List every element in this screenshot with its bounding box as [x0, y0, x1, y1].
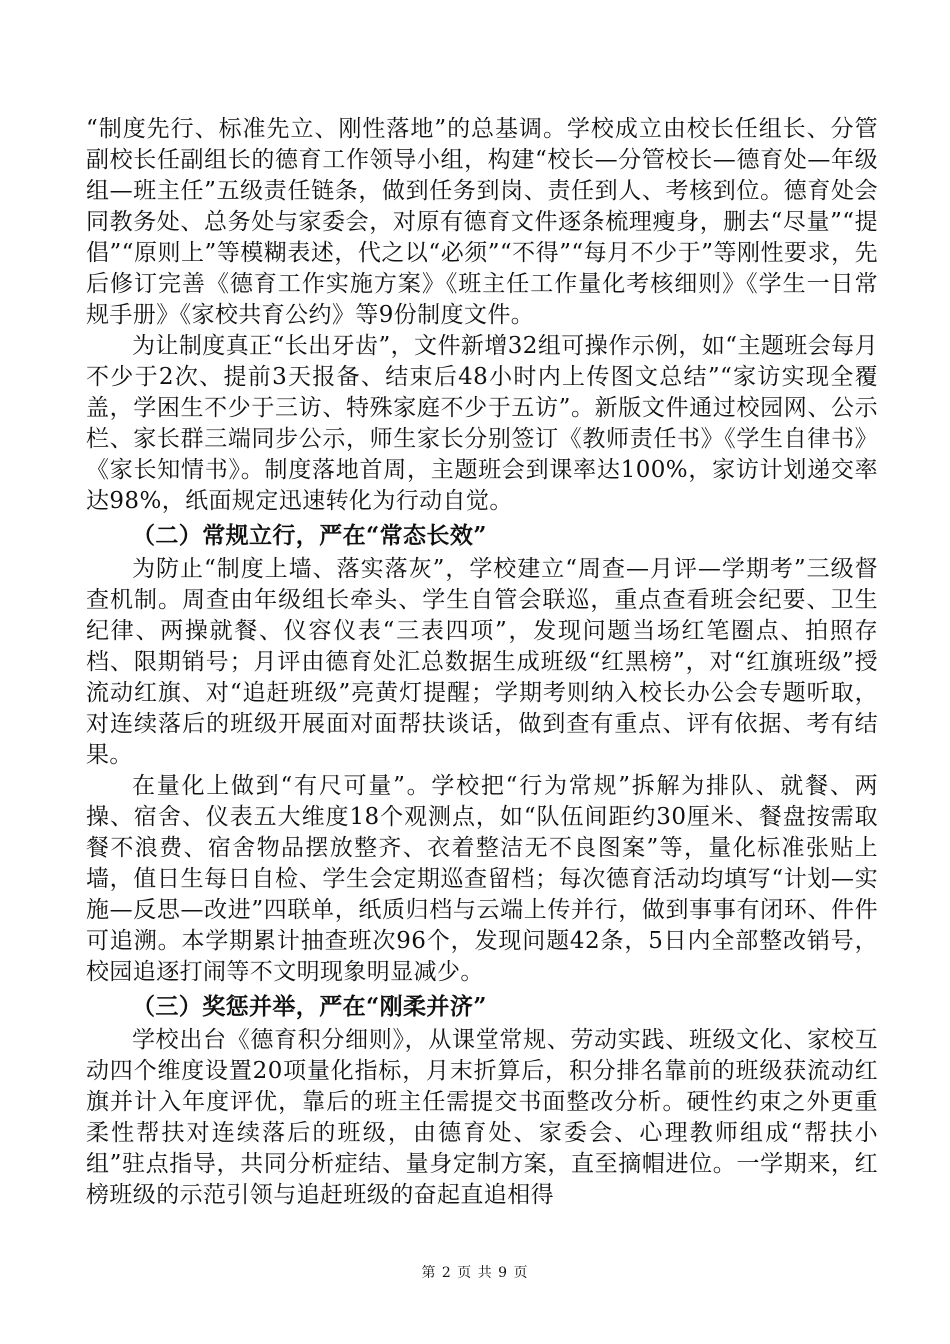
- paragraph-4: 在量化上做到“有尺可量”。学校把“行为常规”拆解为排队、就餐、两操、宿舍、仪表五大维度18个观测点，如“队伍间距约30厘米、餐盘按需取餐不浪费、宿舍物品摆放整齐、衣着整洁无不良图案”等，量化标准张贴上墙，值日生每日自检、学生会定期巡查留档；每次德育活动均填写“计划—实施—反思—改进”四联单，纸质归档与云端上传并行，做到事事有闭环、件件可追溯。本学期累计抽查班次96个，发现问题42条，5日内全部整改销号，校园追逐打闹等不文明现象明显减少。: [86, 773, 878, 985]
- section-heading-3: （三）奖惩并举，严在“刚柔并济”: [132, 993, 487, 1020]
- document-body: [86, 114, 878, 1211]
- paragraph-1: “制度先行、标准先立、刚性落地”的总基调。学校成立由校长任组长、分管副校长任副组长的德育工作领导小组，构建“校长—分管校长—德育处—年级组—班主任”五级责任链条，做到任务到岗、责任到人、考核到位。德育处会同教务处、总务处与家委会，对原有德育文件逐条梳理瘦身，删去“尽量”“提倡”“原则上”等模糊表述，代之以“必须”“不得”“每月不少于”等刚性要求，先后修订完善《德育工作实施方案》《班主任工作量化考核细则》《学生一日常规手册》《家校共育公约》等9份制度文件。: [86, 116, 878, 328]
- paragraph-3: 为防止“制度上墙、落实落灰”，学校建立“周查—月评—学期考”三级督查机制。周查由年级组长牵头、学生自管会联巡，重点查看班会纪要、卫生纪律、两操就餐、仪容仪表“三表四项”，发现问题当场红笔圈点、拍照存档、限期销号；月评由德育处汇总数据生成班级“红黑榜”，对“红旗班级”授流动红旗、对“追赶班级”亮黄灯提醒；学期考则纳入校长办公会专题听取，对连续落后的班级开展面对面帮扶谈话，做到查有重点、评有依据、考有结果。: [86, 556, 878, 768]
- section-heading-2: （二）常规立行，严在“常态长效”: [132, 522, 487, 549]
- page-footer: 第 2 页 共 9 页: [421, 1265, 529, 1281]
- paragraph-5: 学校出台《德育积分细则》，从课堂常规、劳动实践、班级文化、家校互动四个维度设置20项量化指标，月末折算后，积分排名靠前的班级获流动红旗并计入年度评优，靠后的班主任需提交书面整改分析。硬性约束之外更重柔性帮扶对连续落后的班级，由德育处、家委会、心理教师组成“帮扶小组”驻点指导，共同分析症结、量身定制方案，直至摘帽进位。一学期来，红榜班级的示范引领与追赶班级的奋起直追相得: [86, 1027, 878, 1208]
- paragraph-2: 为让制度真正“长出牙齿”，文件新增32组可操作示例，如“主题班会每月不少于2次、提前3天报备、结束后48小时内上传图文总结”“家访实现全覆盖，学困生不少于三访、特殊家庭不少于五访”。新版文件通过校园网、公示栏、家长群三端同步公示，师生家长分别签订《教师责任书》《学生自律书》《家长知情书》。制度落地首周，主题班会到课率达100%，家访计划递交率达98%，纸面规定迅速转化为行动自觉。: [86, 333, 878, 514]
